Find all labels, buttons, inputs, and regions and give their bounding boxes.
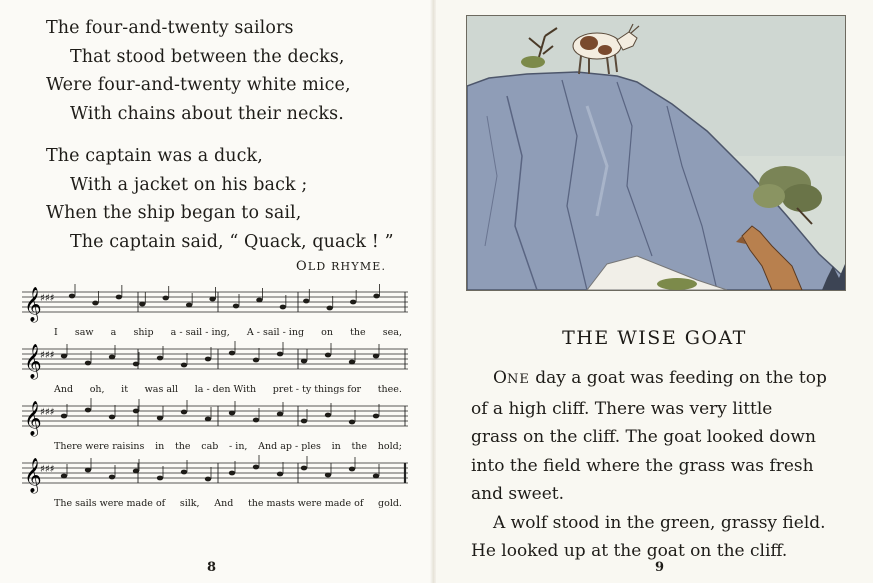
- lyric-word: cab: [201, 441, 219, 452]
- note-head: [233, 304, 239, 309]
- key-signature: ♯♯♯: [40, 293, 55, 304]
- poem-line: The captain said, “ Quack, quack ! ”: [70, 231, 394, 252]
- story-title: THE WISE GOAT: [562, 327, 747, 349]
- note-head: [61, 414, 67, 419]
- lyric-line: [54, 498, 402, 509]
- note-head: [133, 409, 139, 414]
- note-head: [85, 361, 91, 366]
- music-system: [20, 455, 410, 512]
- note-head: [229, 351, 235, 356]
- drop-initial: O: [493, 368, 507, 388]
- sheet-music: [20, 284, 410, 512]
- note-head: [373, 414, 379, 419]
- note-head: [92, 301, 98, 306]
- story-line: grass on the cliff. The goat looked down: [471, 427, 816, 447]
- note-head: [277, 472, 283, 477]
- note-head: [229, 471, 235, 476]
- note-head: [109, 475, 115, 480]
- note-head: [325, 353, 331, 358]
- lyric-word: A - sail - ing: [246, 327, 305, 338]
- page-number-right: 9: [655, 560, 665, 575]
- note-head: [181, 363, 187, 368]
- note-head: [181, 410, 187, 415]
- note-head: [349, 420, 355, 425]
- note-head: [256, 298, 262, 303]
- treble-clef-icon: 𝄞: [24, 458, 42, 493]
- lyric-word: hold;: [377, 441, 402, 452]
- treble-clef-icon: 𝄞: [24, 287, 42, 322]
- note-head: [277, 412, 283, 417]
- note-head: [69, 294, 75, 299]
- poem-line: Were four-and-twenty white mice,: [46, 75, 351, 95]
- lyric-word: There were raisins: [54, 441, 145, 452]
- note-head: [181, 470, 187, 475]
- note-head: [280, 305, 286, 310]
- lyric-word: a - sail - ing,: [170, 327, 230, 338]
- music-staff: [20, 341, 410, 383]
- lyric-word: la - den With: [194, 384, 257, 395]
- note-head: [253, 465, 259, 470]
- note-head: [327, 306, 333, 311]
- note-head: [350, 300, 356, 305]
- left-page: [0, 0, 433, 583]
- note-head: [85, 468, 91, 473]
- note-head: [109, 415, 115, 420]
- music-staff: [20, 398, 410, 440]
- stanza-2: [46, 142, 416, 256]
- stanza-1: [46, 14, 416, 128]
- note-head: [373, 354, 379, 359]
- note-head: [205, 477, 211, 482]
- poem-line: With a jacket on his back ;: [70, 174, 308, 195]
- lyric-word: oh,: [89, 384, 105, 395]
- note-head: [157, 476, 163, 481]
- lyric-word: sea,: [382, 327, 402, 338]
- note-head: [373, 474, 379, 479]
- lyric-word: And: [214, 498, 234, 509]
- note-head: [61, 354, 67, 359]
- lyric-word: I: [54, 327, 58, 338]
- note-head: [301, 419, 307, 424]
- lyric-word: was all: [144, 384, 179, 395]
- lyric-word: a: [110, 327, 117, 338]
- lyric-word: The sails were made of: [54, 498, 166, 509]
- music-system: [20, 341, 410, 398]
- right-page: [436, 0, 873, 583]
- illustration-goat-cliff: [466, 15, 846, 291]
- lyric-word: the: [174, 441, 191, 452]
- small-caps: NE: [506, 372, 530, 387]
- note-head: [253, 418, 259, 423]
- page-number-left: 8: [207, 560, 217, 575]
- note-head: [133, 469, 139, 474]
- note-head: [61, 474, 67, 479]
- note-head: [186, 303, 192, 308]
- line-rest: day a goat was feeding on the top: [529, 368, 827, 388]
- note-head: [205, 417, 211, 422]
- music-system: [20, 398, 410, 455]
- note-head: [349, 360, 355, 365]
- lyric-word: saw: [74, 327, 94, 338]
- lyric-word: pret - ty things for: [272, 384, 362, 395]
- note-head: [253, 358, 259, 363]
- treble-clef-icon: 𝄞: [24, 401, 42, 436]
- lyric-word: the: [351, 441, 368, 452]
- lyric-word: gold.: [378, 498, 402, 509]
- lyric-word: ship: [133, 327, 154, 338]
- lyric-word: And: [54, 384, 74, 395]
- story-line: [471, 364, 851, 395]
- poem-line: With chains about their necks.: [70, 103, 344, 124]
- note-head: [229, 411, 235, 416]
- note-head: [139, 302, 145, 307]
- attribution-rest: LD RHYME.: [307, 260, 387, 273]
- music-staff: [20, 284, 410, 326]
- note-head: [157, 416, 163, 421]
- note-head: [109, 355, 115, 360]
- music-system: [20, 284, 410, 341]
- note-head: [133, 362, 139, 367]
- note-head: [277, 352, 283, 357]
- lyric-word: the masts were made of: [247, 498, 364, 509]
- lyric-word: in: [155, 441, 165, 452]
- story-line: He looked up at the goat on the cliff.: [471, 541, 788, 561]
- note-head: [116, 295, 122, 300]
- lyric-word: - in,: [229, 441, 248, 452]
- note-head: [301, 466, 307, 471]
- key-signature: ♯♯♯: [40, 464, 55, 475]
- lyric-word: And ap - ples: [258, 441, 321, 452]
- lyric-line: [54, 441, 402, 452]
- lyric-line: [54, 327, 402, 338]
- poem-line: That stood between the decks,: [70, 46, 345, 67]
- note-head: [303, 299, 309, 304]
- note-head: [163, 296, 169, 301]
- key-signature: ♯♯♯: [40, 350, 55, 361]
- attribution-initial: O: [296, 259, 308, 274]
- note-head: [325, 413, 331, 418]
- lyric-word: in: [331, 441, 341, 452]
- lyric-word: silk,: [179, 498, 200, 509]
- story-line: A wolf stood in the green, grassy field.: [493, 512, 826, 533]
- note-head: [209, 297, 215, 302]
- story-line: of a high cliff. There was very little: [471, 398, 773, 419]
- lyric-word: on: [321, 327, 333, 338]
- note-head: [349, 467, 355, 472]
- poem-line: The four-and-twenty sailors: [46, 18, 294, 38]
- note-head: [373, 294, 379, 299]
- note-head: [205, 357, 211, 362]
- treble-clef-icon: 𝄞: [24, 344, 42, 379]
- note-head: [301, 359, 307, 364]
- story-line: and sweet.: [471, 484, 565, 504]
- music-staff: [20, 455, 410, 497]
- story-line: into the field where the grass was fresh: [471, 455, 814, 476]
- lyric-word: thee.: [377, 384, 402, 395]
- story-text: [471, 364, 851, 566]
- poem-line: When the ship began to sail,: [46, 203, 302, 223]
- poem-line: The captain was a duck,: [46, 146, 263, 166]
- note-head: [325, 473, 331, 478]
- poem: [46, 14, 416, 270]
- note-head: [85, 408, 91, 413]
- note-head: [157, 356, 163, 361]
- poem-attribution: [296, 259, 386, 274]
- key-signature: ♯♯♯: [40, 407, 55, 418]
- lyric-word: it: [121, 384, 129, 395]
- lyric-line: [54, 384, 402, 395]
- lyric-word: the: [350, 327, 366, 338]
